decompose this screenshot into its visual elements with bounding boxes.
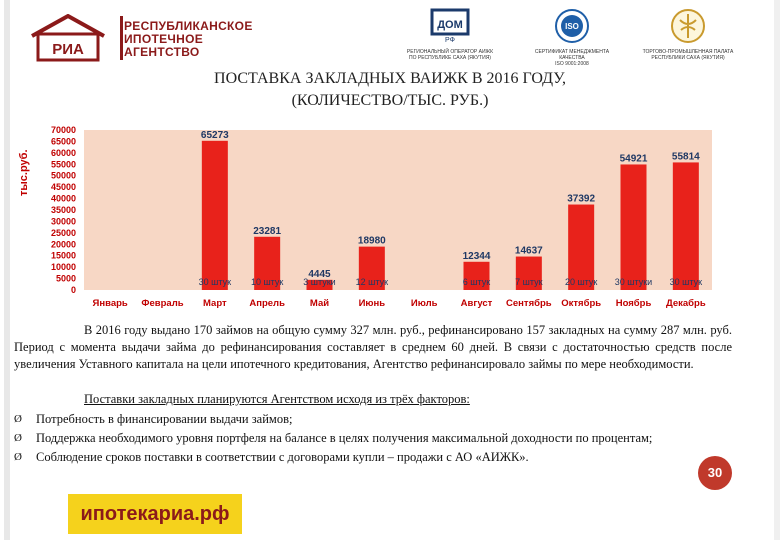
list-item [14, 448, 744, 467]
partner-caption: РЕСПУБЛИКИ САХА (ЯКУТИЯ) [651, 55, 725, 61]
x-tick-label: Февраль [141, 298, 184, 309]
y-tick-label: 0 [70, 285, 76, 295]
bar-count-label: 30 штук [669, 277, 703, 287]
x-tick-label: Июль [410, 298, 438, 309]
logo-text [124, 20, 253, 59]
bar-value-label: 23281 [253, 225, 282, 237]
x-tick-label: Январь [92, 298, 128, 309]
bar-value-label: 55814 [671, 151, 700, 163]
dom-mark-text: ДОМ [437, 19, 463, 31]
partner-caption: ТОРГОВО-ПРОМЫШЛЕННАЯ ПАЛАТА [642, 49, 734, 55]
slide-title [160, 68, 620, 112]
x-tick-label: Май [309, 298, 330, 309]
factor-text: Поддержка необходимого уровня портфеля на балансе в целях получения максимальной доходности по процентам; [36, 431, 653, 445]
y-tick-label: 5000 [55, 273, 76, 284]
y-tick-label: 45000 [50, 182, 76, 193]
partner-caption: СЕРТИФИКАТ МЕНЕДЖМЕНТА КАЧЕСТВА [534, 49, 610, 61]
bullet-arrow-icon: Ø [14, 413, 22, 425]
bullet-arrow-icon: Ø [14, 432, 22, 444]
bar-value-label: 14637 [514, 245, 543, 257]
iso-seal-icon [554, 8, 590, 44]
agency-logo [28, 14, 258, 64]
x-tick-label: Август [460, 298, 493, 309]
x-tick-label: Октябрь [561, 298, 602, 309]
chamber-emblem-icon [670, 8, 706, 44]
logo-line: РЕСПУБЛИКАНСКОЕ [124, 19, 253, 33]
page-number-badge: 30 [698, 456, 732, 490]
bar-count-label: 3 штуки [303, 277, 336, 287]
bar-count-label: 7 штук [515, 277, 543, 287]
y-tick-label: 55000 [50, 159, 76, 170]
title-line-1: ПОСТАВКА ЗАКЛАДНЫХ ВАИЖК В 2016 ГОДУ, [214, 70, 566, 87]
partner-chamber [636, 8, 740, 61]
plot-background [84, 130, 712, 290]
house-logo-icon [28, 14, 108, 62]
bar-count-label: 10 штук [250, 277, 284, 287]
y-tick-label: 25000 [50, 227, 76, 238]
y-tick-label: 60000 [50, 147, 76, 158]
y-tick-label: 10000 [50, 262, 76, 273]
bar-count-label: 12 штук [355, 277, 389, 287]
y-tick-label: 70000 [50, 125, 76, 135]
logo-mark-text: РИА [52, 41, 84, 58]
bar [621, 164, 647, 290]
logo-line: ИПОТЕЧНОЕ [124, 32, 204, 46]
partner-caption: ISO 9001:2008 [555, 61, 589, 67]
logo-divider [120, 16, 123, 60]
website-banner[interactable]: ипотекариа.рф [68, 494, 242, 534]
y-tick-label: 35000 [50, 205, 76, 215]
bar-count-label: 30 штуки [614, 277, 653, 287]
logo-line: АГЕНТСТВО [124, 45, 200, 59]
partner-iso [522, 8, 622, 67]
list-item [14, 429, 744, 448]
y-tick-label: 50000 [50, 170, 76, 181]
bar-chart [0, 118, 780, 318]
factor-text: Потребность в финансировании выдачи займов; [36, 412, 293, 426]
x-tick-label: Декабрь [665, 298, 706, 309]
title-line-2: (КОЛИЧЕСТВО/ТЫС. РУБ.) [291, 92, 489, 109]
bar-count-label: 6 штук [462, 277, 491, 287]
x-tick-label: Июнь [358, 298, 386, 309]
x-tick-label: Апрель [249, 298, 285, 309]
y-axis-title: тыс.руб. [18, 149, 30, 196]
x-tick-label: Март [203, 298, 227, 309]
bar-count-label: 30 штук [198, 277, 232, 287]
bar-value-label: 65273 [200, 129, 229, 141]
partner-dom-rf [402, 8, 498, 61]
dom-mark-sub: РФ [445, 37, 455, 44]
factor-text: Соблюдение сроков поставки в соответствии с договорами купли – продажи с АО «АИЖК». [36, 450, 529, 464]
y-tick-label: 15000 [50, 250, 76, 261]
bar-value-label: 54921 [619, 153, 648, 165]
bullet-arrow-icon: Ø [14, 451, 22, 463]
y-tick-label: 30000 [50, 216, 76, 227]
dom-rf-logo-icon [430, 8, 470, 44]
partner-caption: РЕГИОНАЛЬНЫЙ ОПЕРАТОР АИЖК [406, 49, 494, 55]
y-tick-label: 20000 [50, 239, 76, 250]
bar [673, 162, 699, 290]
partner-caption: ПО РЕСПУБЛИКЕ САХА (ЯКУТИЯ) [409, 55, 491, 61]
bar-count-label: 20 штук [564, 277, 598, 287]
bar-value-label: 18980 [357, 235, 386, 247]
bar-value-label: 4445 [308, 268, 331, 280]
bar-value-label: 37392 [567, 193, 596, 205]
summary-paragraph [14, 322, 732, 373]
x-tick-label: Сентябрь [506, 298, 552, 309]
factor-list [14, 410, 744, 467]
x-tick-label: Ноябрь [615, 298, 652, 309]
y-tick-label: 65000 [50, 136, 76, 147]
y-tick-label: 40000 [50, 193, 76, 204]
plan-heading: Поставки закладных планируются Агентством исходя из трёх факторов: [84, 392, 470, 406]
summary-text: В 2016 году выдано 170 займов на общую сумму 327 млн. руб., рефинансировано 157 закладных на сумму 287 млн. руб. Период с момента выдачи займа до рефинансирования составляет в среднем 60 дней. В связи с достаточностью средств после увеличения Уставного капитала на цели ипотечного кредитования, Агентство рефинансировало займы по мере необходимости. [14, 323, 732, 371]
iso-mark-text: ISO [565, 22, 579, 31]
bar [202, 141, 228, 290]
list-item [14, 410, 744, 429]
bar-value-label: 12344 [462, 250, 491, 262]
